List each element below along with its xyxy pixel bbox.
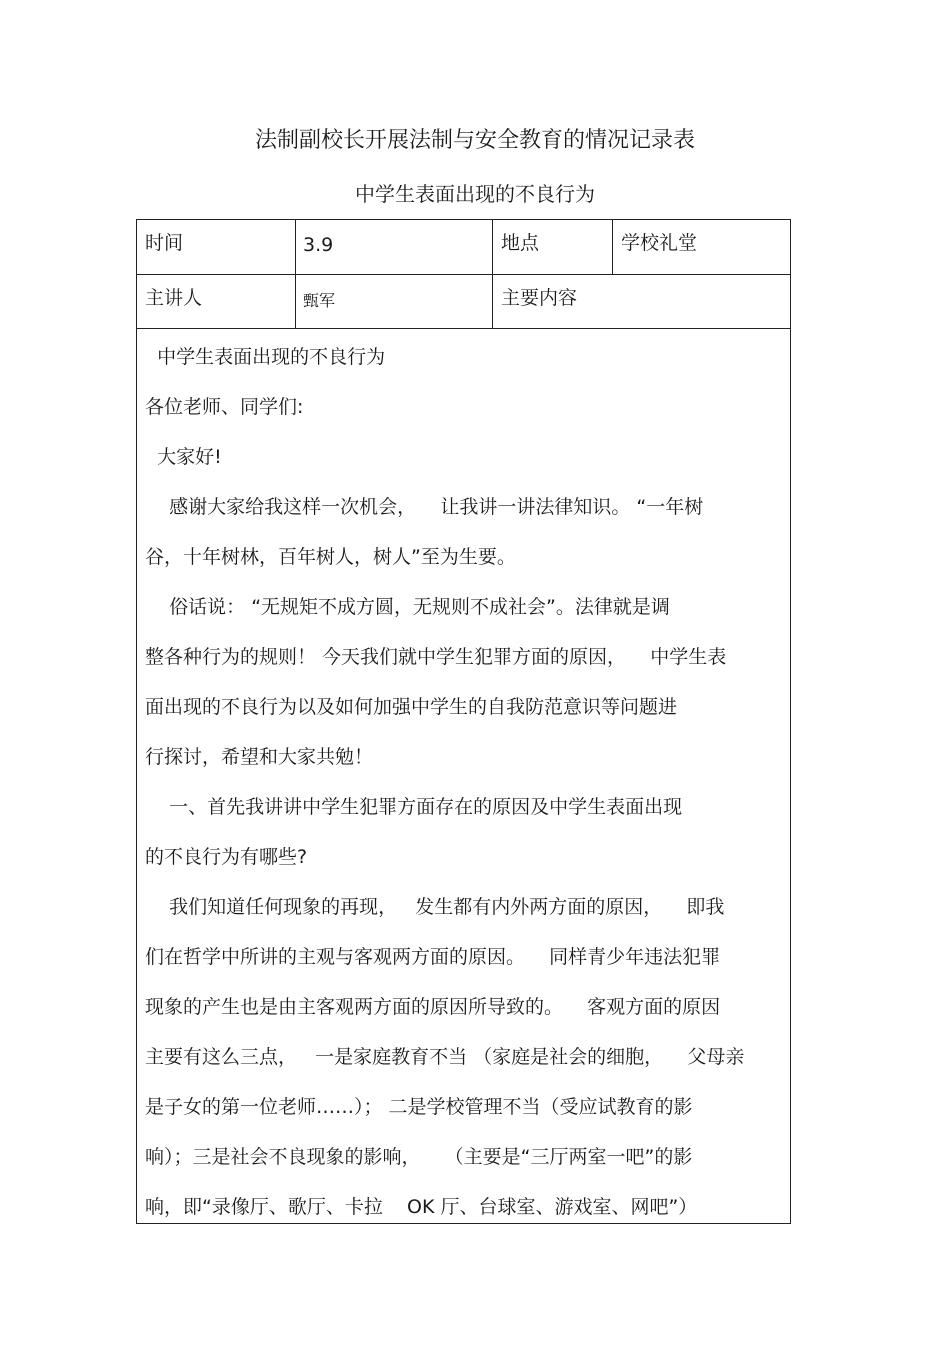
time-label: 时间 xyxy=(145,232,184,254)
body-line: 我们知道任何现象的再现， 发生都有内外两方面的原因， 即我 xyxy=(145,896,725,918)
body-line: 一、首先我讲讲中学生犯罪方面存在的原因及中学生表面出现 xyxy=(145,796,683,818)
place-label: 地点 xyxy=(501,232,540,254)
body-line: 谷，十年树林，百年树人，树人”至为生要。 xyxy=(145,546,516,568)
content-label: 主要内容 xyxy=(501,287,578,309)
body-line: 感谢大家给我这样一次机会， 让我讲一讲法律知识。 “一年树 xyxy=(145,496,704,518)
body-line: 响）；三是社会不良现象的影响， （主要是“三厅两室一吧”的影 xyxy=(145,1146,693,1168)
column-divider xyxy=(295,220,296,328)
column-divider xyxy=(612,220,613,274)
row-divider xyxy=(137,328,790,329)
body-line: 大家好! xyxy=(145,446,222,468)
body-line: 行探讨，希望和大家共勉！ xyxy=(145,746,374,768)
body-line: 响，即“录像厅、歌厅、卡拉 OK 厅、台球室、游戏室、网吧”） xyxy=(145,1196,698,1218)
body-line: 现象的产生也是由主客观两方面的原因所导致的。 客观方面的原因 xyxy=(145,996,721,1018)
body-line: 俗话说： “无规矩不成方圆，无规则不成社会”。法律就是调 xyxy=(145,596,670,618)
body-line: 各位老师、同学们: xyxy=(145,396,304,418)
record-table xyxy=(136,219,791,1224)
document-title: 法制副校长开展法制与安全教育的情况记录表 xyxy=(254,128,695,153)
place-value: 学校礼堂 xyxy=(621,232,698,254)
body-line: 中学生表面出现的不良行为 xyxy=(145,346,386,368)
body-line: 的不良行为有哪些? xyxy=(145,846,308,868)
document-subtitle: 中学生表面出现的不良行为 xyxy=(355,182,595,206)
row-divider xyxy=(137,274,790,275)
body-line: 面出现的不良行为以及如何加强中学生的自我防范意识等问题进 xyxy=(145,696,678,718)
body-line: 是子女的第一位老师……）； 二是学校管理不当（受应试教育的影 xyxy=(145,1096,693,1118)
column-divider xyxy=(492,220,493,328)
speaker-label: 主讲人 xyxy=(145,287,203,309)
body-line: 主要有这么三点， 一是家庭教育不当 （家庭是社会的细胞， 父母亲 xyxy=(145,1046,745,1068)
time-value: 3.9 xyxy=(303,234,334,256)
body-line: 们在哲学中所讲的主观与客观两方面的原因。 同样青少年违法犯罪 xyxy=(145,946,721,968)
speaker-value: 甄军 xyxy=(303,291,336,310)
body-line: 整各种行为的规则！ 今天我们就中学生犯罪方面的原因， 中学生表 xyxy=(145,646,727,668)
